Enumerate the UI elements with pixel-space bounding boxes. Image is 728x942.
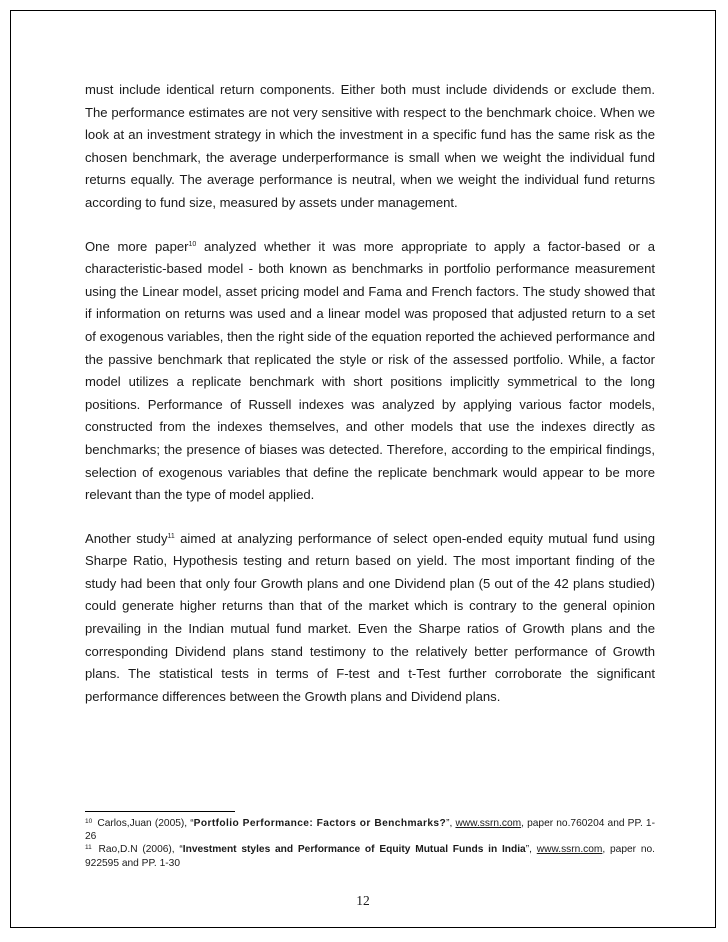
paragraph-3	[85, 528, 655, 709]
body-text	[85, 79, 655, 729]
footnote-tail: , paper no.760204 and PP. 1-26	[85, 818, 655, 843]
paragraph-2	[85, 236, 655, 507]
footnote-number: 10	[85, 818, 93, 825]
footnote-separator	[85, 811, 235, 812]
paragraph-3-start: Another study	[85, 530, 168, 546]
ssrn-link[interactable]: www.ssrn.com	[536, 844, 603, 856]
footnote-tail: , paper no. 922595 and PP. 1-30	[85, 844, 655, 869]
footnote-author: Rao,D.N (2006), “	[93, 844, 183, 856]
ssrn-link[interactable]: www.ssrn.com	[455, 818, 522, 829]
paragraph-1: must include identical return components. Either both must include dividends or exclude them. The performance estimates are not very sensitive with respect to the benchmark choice. When we look at an investment strategy in which the investment in a specific fund has the same risk as the chosen benchmark, the average underperformance is small when we weight the individual fund returns equally. The average performance is neutral, when we weight the individual fund returns according to fund size, measured by assets under management.	[85, 82, 655, 210]
footnotes	[85, 817, 655, 870]
footnote-number: 11	[85, 844, 92, 852]
paragraph-2-start: One more paper	[85, 238, 189, 254]
footnote-ref-11[interactable]: 11	[167, 532, 175, 540]
paragraph-3-rest: aimed at analyzing performance of select open-ended equity mutual fund using Sharpe Ratio, Hypothesis testing and return based on yield. The most important finding of the study had been that only four Growth plans and one Dividend plan (5 out of the 42 plans studied) could generate higher returns than that of the market which is contrary to the general opinion prevailing in the Indian mutual fund market. Even the Sharpe ratios of Growth plans and the corresponding Dividend plans stand testimony to the relatively better performance of Growth plans. The statistical tests in terms of F-test and t-Test further corroborate the significant performance differences between the Growth plans and Dividend plans.	[85, 530, 655, 704]
footnote-10	[85, 817, 655, 843]
footnote-11	[85, 843, 655, 869]
footnote-author: Carlos,Juan (2005), “	[94, 818, 194, 829]
footnote-ref-10[interactable]: 10	[188, 240, 197, 248]
document-page	[10, 10, 716, 928]
page-number: 12	[356, 893, 370, 908]
footnote-title: Investment styles and Performance of Equity Mutual Funds in India	[182, 844, 526, 856]
footnote-punct: ”,	[446, 818, 456, 829]
footnote-title: Portfolio Performance: Factors or Benchmarks?	[193, 818, 447, 829]
footnote-punct: ”,	[525, 844, 537, 856]
paragraph-2-rest: analyzed whether it was more appropriate to apply a factor-based or a characteristic-based model - both known as benchmarks in portfolio performance measurement using the Linear model, asset pricing model and Fama and French factors. The study showed that if information on returns was used and a linear model was proposed that adjusted return to a set of exogenous variables, then the right side of the equation reported the achieved performance and the passive benchmark that replicated the style or risk of the assessed portfolio. While, a factor model utilizes a replicate benchmark with short positions implicitly symmetrical to the long positions. Performance of Russell indexes was analyzed by applying various factor models, constructed from the indexes themselves, and other models that use the indexes directly as benchmarks; the presence of biases was detected. Therefore, according to the empirical findings, selection of exogenous variables that define the replicate benchmark would appear to be more relevant than the type of model applied.	[85, 238, 655, 503]
